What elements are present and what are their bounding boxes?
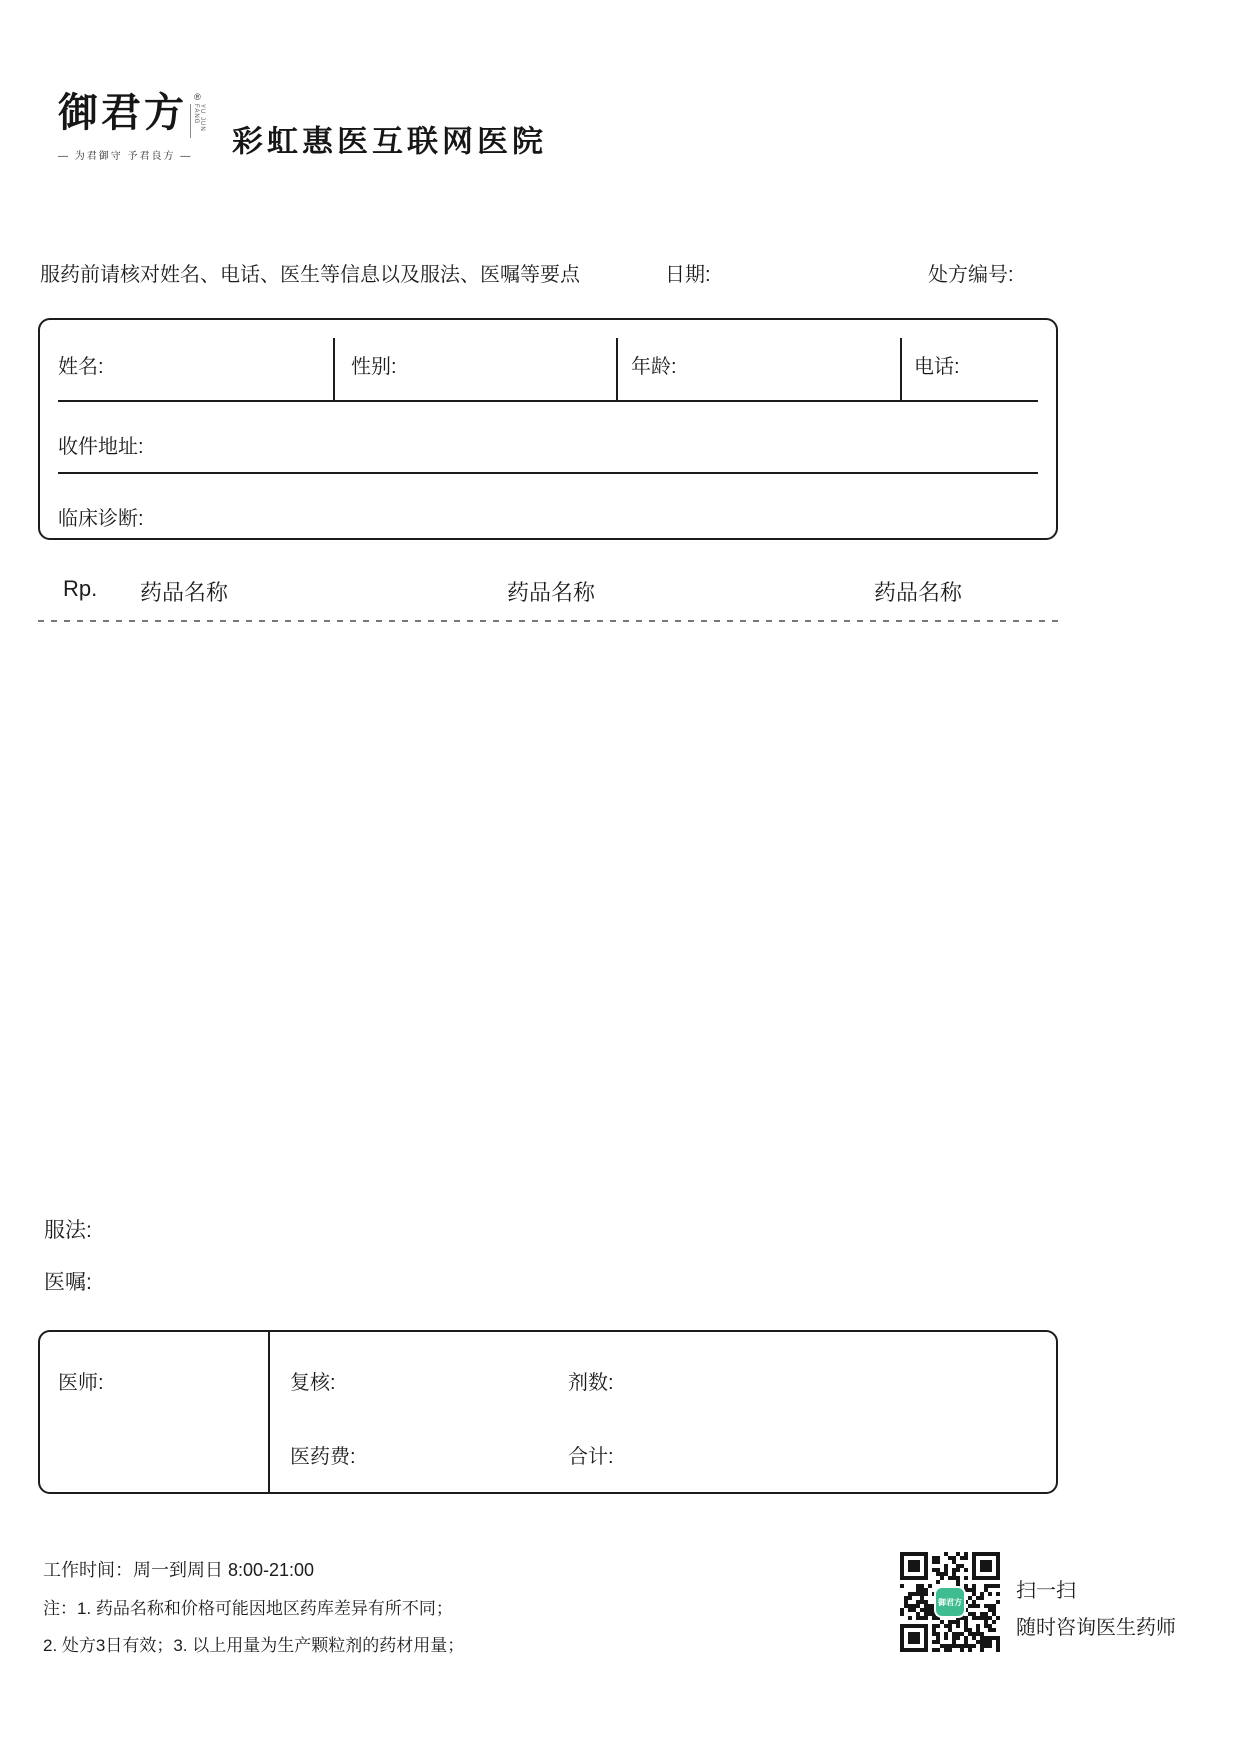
clinical-diagnosis-label: 临床诊断: <box>58 508 144 530</box>
hospital-name: 彩虹惠医互联网医院 <box>232 124 547 159</box>
prescription-number-label: 处方编号: <box>928 264 1014 286</box>
date-label: 日期: <box>665 264 711 286</box>
patient-phone-label: 电话: <box>914 356 960 378</box>
usage-label: 服法: <box>44 1219 92 1242</box>
column-divider <box>333 338 335 400</box>
drug-name-column-header: 药品名称 <box>507 580 596 605</box>
signoff-box <box>38 1330 1058 1494</box>
physician-label: 医师: <box>58 1372 104 1394</box>
row-divider <box>58 472 1038 474</box>
brand-tagline: — 为君御守 予君良方 — <box>58 151 193 162</box>
check-notice-text: 服药前请核对姓名、电话、医生等信息以及服法、医嘱等要点 <box>40 264 580 286</box>
column-divider <box>268 1332 270 1492</box>
note-line-1: 注：1. 药品名称和价格可能因地区药库差异有所不同； <box>43 1599 453 1618</box>
dashed-separator <box>38 620 1058 622</box>
brand-logo <box>58 90 205 162</box>
patient-gender-label: 性别: <box>351 356 397 378</box>
brand-side-marks <box>190 90 205 138</box>
patient-name-label: 姓名: <box>58 356 104 378</box>
column-divider <box>616 338 618 400</box>
patient-info-box <box>38 318 1058 540</box>
total-label: 合计: <box>568 1446 614 1468</box>
patient-age-label: 年龄: <box>631 356 677 378</box>
column-divider <box>900 338 902 400</box>
scan-label: 扫一扫 <box>1016 1580 1076 1602</box>
drug-name-column-header: 药品名称 <box>874 580 963 605</box>
qr-code <box>900 1552 1000 1652</box>
doctor-advice-label: 医嘱: <box>44 1271 92 1294</box>
rp-label: Rp. <box>63 576 98 601</box>
brand-pinyin: YU JUN FANG <box>190 104 205 138</box>
shipping-address-label: 收件地址: <box>58 436 144 458</box>
registered-trademark-icon: ® <box>194 92 201 102</box>
row-divider <box>58 400 1038 402</box>
brand-name: 御君方 <box>58 89 187 136</box>
medical-fee-label: 医药费: <box>290 1446 356 1468</box>
drug-name-column-header: 药品名称 <box>140 580 229 605</box>
note-line-2: 2. 处方3日有效；3. 以上用量为生产颗粒剂的药材用量； <box>43 1636 465 1655</box>
review-label: 复核: <box>290 1372 336 1394</box>
work-hours-text: 工作时间：周一到周日 8:00-21:00 <box>43 1560 315 1580</box>
consult-label: 随时咨询医生药师 <box>1016 1617 1176 1639</box>
doses-label: 剂数: <box>568 1372 614 1394</box>
qr-center-brand-logo: 御君方 <box>936 1588 964 1616</box>
